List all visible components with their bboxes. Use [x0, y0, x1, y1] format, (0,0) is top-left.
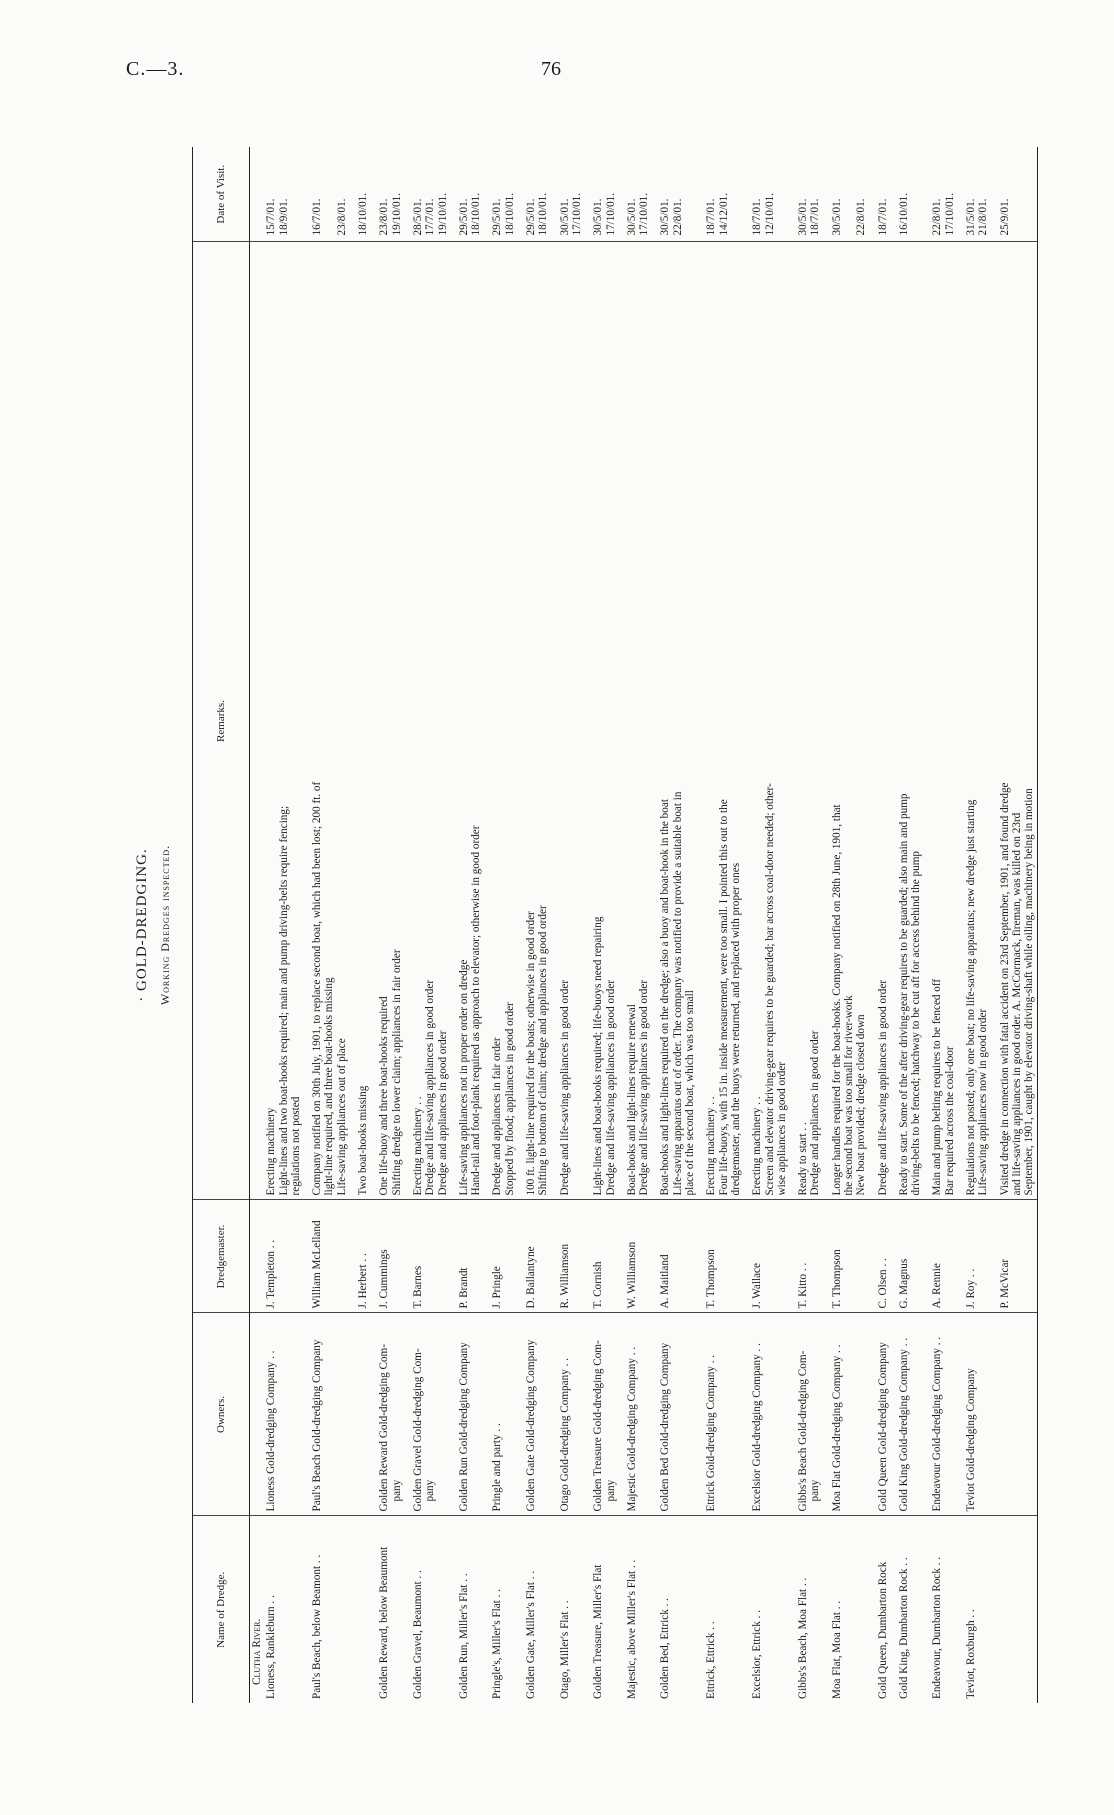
visit-date: 23/8/01.: [335, 198, 348, 236]
remark-line: Ready to start. Some of the after driving-gear requires to be guarded; also main and pump: [897, 793, 910, 1196]
visit-date: 21/8/01.: [977, 198, 990, 236]
owner-name: Ettrick Gold-dredging Company . .: [705, 1354, 718, 1512]
visit-date: 16/10/01.: [897, 192, 910, 236]
remark-line: Dredge and life-saving appliances in good order: [558, 979, 571, 1196]
date-cell: [957, 147, 991, 242]
dredge-name-cell: [957, 1516, 991, 1703]
owner-name: Teviot Gold-dredging Company: [965, 1368, 978, 1512]
remarks-cell: [551, 242, 585, 1200]
visit-date: 18/10/01.: [470, 192, 483, 236]
owner-name: Majestic Gold-dredging Company . .: [625, 1346, 638, 1512]
dredgemaster-cell: [584, 1200, 618, 1313]
remark-line: Bar required across the coal-door: [943, 1046, 956, 1196]
table-row: [890, 147, 924, 1703]
dredges-table: [192, 147, 1038, 1703]
remark-line: Dredge and appliances in fair order: [491, 1037, 504, 1196]
owner-cell: [370, 1313, 404, 1516]
owner-name: Excelsior Gold-dredging Company . .: [751, 1343, 764, 1512]
owner-cell: [651, 1313, 697, 1516]
dredge-name-cell: [584, 1516, 618, 1703]
dredgemaster-name: P. McVicar: [998, 1258, 1011, 1309]
remark-line: New boat provided; dredge closed down: [855, 1014, 868, 1196]
table-row: [743, 147, 789, 1703]
table-row: [483, 147, 517, 1703]
remark-line: Light-lines and boat-hooks required; life-buoys need repairing: [592, 916, 605, 1196]
dredge-name: Moa Flat, Moa Flat . .: [830, 1600, 843, 1699]
dredgemaster-cell: [551, 1200, 585, 1313]
dredge-name-cell: [404, 1516, 450, 1703]
dredge-name-cell: [890, 1516, 924, 1703]
remark-line: Visited dredge in connection with fatal accident on 23rd September, 1901, and found dredge: [998, 782, 1011, 1196]
remark-line: Dredge and life-saving appliances in good order: [604, 979, 617, 1196]
remark-line: 100 ft. light-line required for the boats; otherwise in good order: [525, 911, 538, 1196]
owner-cell: [303, 1313, 349, 1516]
dredgemaster-cell: [404, 1200, 450, 1313]
date-cell: [890, 147, 924, 242]
dredgemaster-cell: [789, 1200, 823, 1313]
dredgemaster-cell: [450, 1200, 484, 1313]
remarks-cell: [923, 242, 957, 1200]
table-titles: [130, 147, 190, 1703]
remarks-cell: [404, 242, 450, 1200]
date-cell: [991, 147, 1037, 242]
owner-name-continued: pany: [424, 1479, 437, 1502]
table-row: [404, 147, 450, 1703]
remark-line: wise appliances in good order: [775, 1061, 788, 1196]
dredgemaster-name: A. Maitland: [659, 1254, 672, 1309]
dredgemaster-cell: [517, 1200, 551, 1313]
dredgemaster-name: A. Rennie: [931, 1263, 944, 1309]
remarks-cell: [349, 242, 370, 1200]
document-code: C.—3.: [126, 58, 185, 80]
dredgemaster-cell: [869, 1200, 890, 1313]
section-row: [250, 147, 265, 1703]
main-title: · GOLD-DREDGING.: [134, 848, 150, 1002]
dredgemaster-cell: [823, 1200, 869, 1313]
dredge-name-cell: [743, 1516, 789, 1703]
remark-line: Regulations not posted; only one boat; no life-saving apparatus; new dredge just starting: [965, 799, 978, 1196]
dredgemaster-cell: [890, 1200, 924, 1313]
owner-name: Golden Gravel Gold-dredging Com-: [411, 1348, 424, 1512]
dredgemaster-name: J. Templeton . .: [265, 1239, 278, 1309]
dredgemaster-cell: [349, 1200, 370, 1313]
dredgemaster-name: J. Roy . .: [965, 1268, 978, 1309]
owner-cell: [349, 1313, 370, 1516]
dredge-name-cell: [517, 1516, 551, 1703]
visit-date: 30/5/01.: [592, 198, 605, 236]
col-header-date: Date of Visit.: [193, 147, 250, 242]
visit-date: 18/7/01.: [876, 198, 889, 236]
table-row: [823, 147, 869, 1703]
visit-date: 18/10/01.: [537, 192, 550, 236]
dredge-name: Golden Treasure, Miller's Flat: [592, 1564, 605, 1699]
remarks-cell: [450, 242, 484, 1200]
remark-line: the second boat was too small for river-work: [842, 995, 855, 1196]
remark-line: Stopped by flood; appliances in good order: [503, 1002, 516, 1196]
visit-date: [323, 151, 335, 236]
visit-date: 22/8/01.: [855, 198, 868, 236]
dredgemaster-name: T. Barnes: [411, 1265, 424, 1309]
owner-name: Golden Treasure Gold-dredging Com-: [592, 1340, 605, 1512]
remark-line: Dredge and appliances in good order: [436, 1030, 449, 1196]
dredge-name-cell: [923, 1516, 957, 1703]
remark-line: Four life-buoys, with 15 in. inside measurement, were too small. I pointed this out to the: [717, 799, 730, 1196]
date-cell: [869, 147, 890, 242]
date-cell: [584, 147, 618, 242]
date-cell: [517, 147, 551, 242]
remarks-cell: [264, 242, 303, 1200]
table-header-row: [193, 147, 250, 1703]
dredgemaster-cell: [651, 1200, 697, 1313]
table-body: [250, 147, 1038, 1703]
date-cell: [370, 147, 404, 242]
remark-line: Dredge and life-saving appliances in good order: [876, 979, 889, 1196]
dredge-name-cell: [450, 1516, 484, 1703]
visit-date: 30/5/01.: [830, 198, 843, 236]
owner-cell: [697, 1313, 743, 1516]
dredge-name: Golden Reward, below Beaumont: [378, 1546, 391, 1699]
dredge-name-cell: [869, 1516, 890, 1703]
date-cell: [349, 147, 370, 242]
table-row: [923, 147, 957, 1703]
dredge-name-cell: [349, 1516, 370, 1703]
dredge-name-cell: [370, 1516, 404, 1703]
remark-line: Longer handles required for the boat-hooks. Company notified on 28th June, 1901, that: [830, 804, 843, 1196]
dredge-name: Gold Queen, Dumbarton Rock: [876, 1561, 889, 1699]
dredgemaster-name: T. Cornish: [592, 1261, 605, 1309]
remark-line: [571, 247, 583, 1196]
dredgemaster-name: J. Wallace: [751, 1263, 764, 1309]
dredge-name-cell: [789, 1516, 823, 1703]
date-cell: [823, 147, 869, 242]
dredge-name: Excelsior, Ettrick . .: [751, 1609, 764, 1699]
dredge-name: Endeavour, Dumbarton Rock . .: [931, 1556, 944, 1699]
remarks-cell: [651, 242, 697, 1200]
remark-line: Screen and elevator driving-gear requires to be guarded; bar across coal-door needed; other-: [763, 783, 776, 1196]
dredgemaster-name: C. Olsen . .: [876, 1258, 889, 1309]
visit-date: 18/10/01.: [357, 192, 370, 236]
visit-date: 18/7/01.: [705, 198, 718, 236]
remark-line: Dredge and life-saving appliances in good order: [424, 979, 437, 1196]
owner-cell: [551, 1313, 585, 1516]
remarks-cell: [584, 242, 618, 1200]
visit-date: 19/10/01.: [436, 192, 449, 236]
visit-date: 15/7/01.: [265, 198, 278, 236]
owner-name-continued: pany: [390, 1479, 403, 1502]
dredgemaster-name: William McLelland: [311, 1220, 324, 1309]
dredgemaster-name: J. Herbert . .: [357, 1253, 370, 1309]
visit-date: 14/12/01.: [717, 192, 730, 236]
dredgemaster-name: G. Magnus: [897, 1258, 910, 1309]
dredgemaster-name: P. Brandt: [457, 1267, 470, 1309]
dredge-name-cell: [618, 1516, 652, 1703]
col-header-name: Name of Dredge.: [193, 1516, 250, 1703]
dredge-name: Majestic, above Miller's Flat . .: [625, 1559, 638, 1699]
owner-name: Otago Gold-dredging Company . .: [558, 1358, 571, 1512]
visit-date: 17/7/01.: [424, 198, 437, 236]
dredge-name-cell: [991, 1516, 1037, 1703]
owner-name: Gold King Gold-dredging Company . .: [897, 1337, 910, 1512]
dredge-name-cell: [823, 1516, 869, 1703]
visit-date: 22/8/01.: [671, 198, 684, 236]
owner-name: Golden Bed Gold-dredging Company: [659, 1342, 672, 1512]
dredgemaster-cell: [618, 1200, 652, 1313]
rotated-table-block: [130, 147, 1036, 1703]
remark-line: Erecting machinery . .: [751, 1096, 764, 1196]
date-cell: [923, 147, 957, 242]
date-cell: [697, 147, 743, 242]
table-row: [264, 147, 303, 1703]
dredge-name-cell: [551, 1516, 585, 1703]
owner-cell: [618, 1313, 652, 1516]
visit-date: 29/5/01.: [525, 198, 538, 236]
date-cell: [618, 147, 652, 242]
owner-cell: [517, 1313, 551, 1516]
remark-line: place of the second boat, which was too small: [684, 990, 697, 1196]
visit-date: 12/10/01.: [763, 192, 776, 236]
visit-date: 29/5/01.: [457, 198, 470, 236]
remarks-cell: [957, 242, 991, 1200]
visit-date: 18/9/01.: [277, 198, 290, 236]
dredge-name-cell: [303, 1516, 349, 1703]
owner-name: Lioness Gold-dredging Company . .: [265, 1350, 278, 1512]
owner-name-continued: pany: [604, 1479, 617, 1502]
visit-date: 30/5/01.: [797, 198, 810, 236]
remark-line: Two boat-hooks missing: [357, 1085, 370, 1196]
dredgemaster-name: J. Cummings: [378, 1249, 391, 1309]
date-cell: [651, 147, 697, 242]
remarks-cell: [370, 242, 404, 1200]
table-row: [957, 147, 991, 1703]
visit-date: 23/8/01.: [378, 198, 391, 236]
remark-line: Dredge and appliances in good order: [809, 1030, 822, 1196]
remarks-cell: [743, 242, 789, 1200]
remark-line: Dredge and life-saving appliances in good order: [638, 979, 651, 1196]
dredge-name-cell: [651, 1516, 697, 1703]
owner-cell: [890, 1313, 924, 1516]
col-header-owners: Owners.: [193, 1313, 250, 1516]
visit-date: 16/7/01.: [311, 198, 324, 236]
remark-line: Main and pump belting requires to be fenced off: [931, 978, 944, 1196]
dredge-name: Ettrick, Ettrick . .: [705, 1621, 718, 1699]
visit-date: 17/10/01.: [604, 192, 617, 236]
table-row: [991, 147, 1037, 1703]
remarks-cell: [618, 242, 652, 1200]
table-row: [303, 147, 349, 1703]
remark-line: Life-saving appliances now in good order: [977, 1008, 990, 1196]
dredge-name-cell: [264, 1516, 303, 1703]
dredgemaster-cell: [923, 1200, 957, 1313]
dredgemaster-cell: [370, 1200, 404, 1313]
remark-line: Shifting dredge to lower claim; appliances in fair order: [390, 949, 403, 1196]
remark-line: regulations not posted: [289, 1096, 302, 1196]
visit-date: 18/10/01.: [503, 192, 516, 236]
dredgemaster-name: R. Williamson: [558, 1243, 571, 1309]
owner-cell: [584, 1313, 618, 1516]
visit-date: 18/7/01.: [809, 198, 822, 236]
visit-date: 22/8/01.: [931, 198, 944, 236]
dredgemaster-cell: [483, 1200, 517, 1313]
owner-cell: [789, 1313, 823, 1516]
remarks-cell: [890, 242, 924, 1200]
remark-line: Hand-rail and foot-plank required as approach to elevator; otherwise in good order: [470, 825, 483, 1196]
visit-date: 17/10/01.: [570, 192, 583, 236]
owner-cell: [264, 1313, 303, 1516]
visit-date: 19/10/01.: [390, 192, 403, 236]
remark-line: Erecting machinery . .: [705, 1096, 718, 1196]
date-cell: [789, 147, 823, 242]
date-cell: [404, 147, 450, 242]
date-cell: [483, 147, 517, 242]
page-header: [0, 58, 1114, 90]
table-row: [450, 147, 484, 1703]
remarks-cell: [303, 242, 349, 1200]
dredge-name: Teviot, Roxburgh . .: [965, 1609, 978, 1699]
owner-name: Gibbs's Beach Gold-dredging Com-: [797, 1350, 810, 1512]
visit-date: 25/9/01.: [998, 198, 1011, 236]
remark-line: Erecting machinery: [265, 1107, 278, 1196]
owner-name: Endeavour Gold-dredging Company . .: [931, 1336, 944, 1512]
dredge-name: Otago, Miller's Flat . .: [558, 1600, 571, 1699]
remark-line: dredgemaster, and the buoys were returned, and replaced with proper ones: [729, 862, 742, 1196]
dredgemaster-cell: [303, 1200, 349, 1313]
owner-name: Pringle and party . .: [491, 1423, 504, 1512]
visit-date: 30/5/01.: [659, 198, 672, 236]
remark-line: One life-buoy and three boat-hooks required: [378, 996, 391, 1196]
remarks-cell: [483, 242, 517, 1200]
remark-line: Ready to start . .: [797, 1122, 810, 1196]
date-cell: [551, 147, 585, 242]
owner-cell: [450, 1313, 484, 1516]
table-row: [869, 147, 890, 1703]
owner-cell: [483, 1313, 517, 1516]
table-row: [584, 147, 618, 1703]
visit-date: [843, 151, 855, 236]
remarks-cell: [789, 242, 823, 1200]
dredge-name: Golden Bed, Ettrick . .: [659, 1598, 672, 1699]
date-cell: [303, 147, 349, 242]
remark-line: Life-saving apparatus out of order. The company was notified to provide a suitable boat in: [671, 791, 684, 1196]
table-row: [551, 147, 585, 1703]
remarks-cell: [823, 242, 869, 1200]
page-number: 76: [541, 58, 561, 80]
dredgemaster-cell: [743, 1200, 789, 1313]
dredge-name: Gibbs's Beach, Moa Flat . .: [797, 1577, 810, 1699]
date-cell: [743, 147, 789, 242]
visit-date: 17/10/01.: [638, 192, 651, 236]
dredge-name-cell: [483, 1516, 517, 1703]
table-row: [697, 147, 743, 1703]
dredge-name-cell: [697, 1516, 743, 1703]
dredgemaster-cell: [697, 1200, 743, 1313]
owner-name: Golden Reward Gold-dredging Com-: [378, 1344, 391, 1512]
table-row: [618, 147, 652, 1703]
section-heading: Clutha River.: [251, 1618, 263, 1685]
sub-title: Working Dredges inspected.: [158, 844, 172, 1006]
dredgemaster-name: W. Williamson: [625, 1241, 638, 1309]
owner-name: Paul's Beach Gold-dredging Company: [311, 1339, 324, 1512]
dredge-name: Lioness, Rankleburn . .: [265, 1595, 278, 1699]
owner-name: Golden Run Gold-dredging Company: [457, 1342, 470, 1512]
dredgemaster-name: T. Kitto . .: [797, 1262, 810, 1309]
visit-date: 28/5/01.: [411, 198, 424, 236]
remarks-cell: [869, 242, 890, 1200]
col-header-remarks: Remarks.: [193, 242, 250, 1200]
remark-line: Company notified on 30th July, 1901, to replace second boat, which had been lost; 200 ft. of: [311, 781, 324, 1196]
table-row: [651, 147, 697, 1703]
dredgemaster-name: J. Pringle: [491, 1266, 504, 1309]
owner-name: Gold Queen Gold-dredging Company: [876, 1342, 889, 1512]
owner-name: Moa Flat Gold-dredging Company . .: [830, 1344, 843, 1512]
owner-name: Golden Gate Gold-dredging Company: [525, 1339, 538, 1512]
visit-date: 31/5/01.: [965, 198, 978, 236]
remark-line: Boat-hooks and light-lines require renewal: [625, 1004, 638, 1196]
owner-name-continued: pany: [809, 1479, 822, 1502]
owner-cell: [823, 1313, 869, 1516]
remarks-cell: [517, 242, 551, 1200]
dredgemaster-cell: [264, 1200, 303, 1313]
visit-date: 30/5/01.: [625, 198, 638, 236]
remark-line: Life-saving appliances not in proper order on dredge: [457, 959, 470, 1196]
dredge-name: Pringle's, Miller's Flat . .: [491, 1588, 504, 1699]
remark-line: Erecting machinery . .: [411, 1096, 424, 1196]
owner-cell: [957, 1313, 991, 1516]
owner-cell: [404, 1313, 450, 1516]
dredge-name: Golden Gate, Miller's Flat . .: [525, 1570, 538, 1699]
table-row: [349, 147, 370, 1703]
remark-line: Boat-hooks and light-lines required on the dredge; also a buoy and boat-hook in the boat: [659, 799, 672, 1196]
remark-line: Shifting to bottom of claim; dredge and appliances in good order: [537, 905, 550, 1196]
table-row: [517, 147, 551, 1703]
date-cell: [450, 147, 484, 242]
visit-date: 18/7/01.: [751, 198, 764, 236]
table-wrapper: [192, 147, 1036, 1703]
dredgemaster-name: T. Thompson: [830, 1249, 843, 1309]
remark-line: Light-lines and two boat-hooks required; main and pump driving-belts require fencing;: [277, 805, 290, 1196]
remark-line: and life-saving appliances in good order. A. McCormack, fireman, was killed on 23rd: [1010, 812, 1023, 1196]
visit-date: 29/5/01.: [491, 198, 504, 236]
dredge-name: Golden Run, Miller's Flat . .: [457, 1573, 470, 1699]
remark-line: driving-belts to be fenced; hatchway to be cut aft for access behind the pump: [910, 850, 923, 1196]
col-header-dredgemaster: Dredgemaster.: [193, 1200, 250, 1313]
dredgemaster-cell: [957, 1200, 991, 1313]
dredge-name: Paul's Beach, below Beamont . .: [311, 1554, 324, 1699]
date-cell: [264, 147, 303, 242]
dredge-name: Golden Gravel, Beaumont . .: [411, 1570, 424, 1699]
visit-date: 30/5/01.: [558, 198, 571, 236]
remarks-cell: [991, 242, 1037, 1200]
owner-cell: [743, 1313, 789, 1516]
visit-date: 17/10/01.: [943, 192, 956, 236]
owner-cell: [991, 1313, 1037, 1516]
dredgemaster-name: T. Thompson: [705, 1249, 718, 1309]
dredge-name: Gold King, Dumbarton Rock . .: [897, 1557, 910, 1699]
remark-line: September, 1901, caught by elevator driving-shaft while oiling, machinery being in motion: [1023, 788, 1036, 1196]
remark-line: Life-saving appliances out of place: [335, 1038, 348, 1196]
owner-cell: [923, 1313, 957, 1516]
table-row: [789, 147, 823, 1703]
remarks-cell: [697, 242, 743, 1200]
dredgemaster-cell: [991, 1200, 1037, 1313]
table-row: [370, 147, 404, 1703]
owner-cell: [869, 1313, 890, 1516]
dredgemaster-name: D. Ballantyne: [525, 1246, 538, 1309]
remark-line: light-line required, and three boat-hooks missing: [323, 977, 336, 1196]
